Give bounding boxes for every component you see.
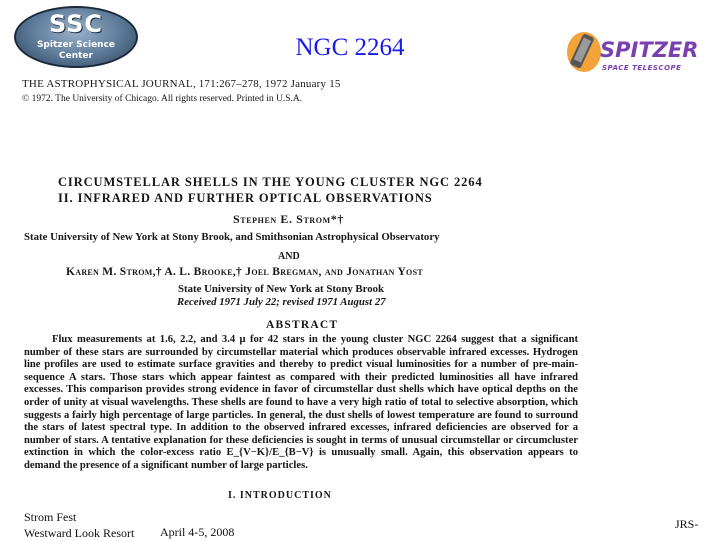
- abstract-text: Flux measurements at 1.6, 2.2, and 3.4 μ for 42 stars in the young cluster NGC 2264 suggest that a significant number of these stars are surrounded by circumstellar material which produces observable infrared excesses. Hydrogen line profiles are used to estimate surface gravities and thereby to predict visual luminosities for a number of pre-main-sequence A stars. Those stars which appear faintest as compared with their predicted luminosities all have infrared excesses. This comparison provides strong evidence in favor of circumstellar dust shells which have optical depths on the order of unity at visual wavelengths. These shells are found to have a very high ratio of total to selective absorption, which suggests a fairly high percentage of large particles. In general, the dust shells of lowest temperature are found to surround the stars of latest spectral type. In addition to the observed infrared excesses, infrared deficiencies are observed for a number of stars. A tentative explanation for these deficiencies is sought in terms of unusual circumstellar or circumcluster extinction in which the color-excess ratio E_{V−K}/E_{B−V} is unusually small. Again, this observation appears to demand the presence of a significant number of large particles.: [24, 334, 578, 471]
- and-separator: AND: [278, 251, 300, 262]
- spitzer-logo-subtitle: SPACE TELESCOPE: [602, 64, 682, 72]
- ssc-logo-text: SSC: [48, 10, 104, 38]
- footer-initials: JRS-: [675, 517, 699, 531]
- article-title-line1: CIRCUMSTELLAR SHELLS IN THE YOUNG CLUSTER NGC 2264: [58, 175, 483, 189]
- article-title-line2: II. INFRARED AND FURTHER OPTICAL OBSERVATIONS: [58, 191, 433, 205]
- article-title: [58, 174, 578, 206]
- scanned-article: [22, 78, 582, 498]
- footer-date: April 4-5, 2008: [160, 525, 235, 539]
- ssc-logo-line3: Center: [59, 51, 93, 61]
- introduction-heading: I. INTRODUCTION: [228, 490, 332, 498]
- first-author: Stephen E. Strom*†: [233, 212, 344, 226]
- footer-event-name: Strom Fest: [24, 510, 77, 524]
- telescope-icon: [564, 28, 604, 76]
- spitzer-logo: [560, 24, 710, 80]
- footer-event: [24, 509, 134, 541]
- coauthors: Karen M. Strom,† A. L. Brooke,† Joel Bregman, and Jonathan Yost: [66, 266, 423, 278]
- journal-citation: THE ASTROPHYSICAL JOURNAL, 171:267–278, 1972 January 15: [22, 78, 341, 90]
- second-affiliation: State University of New York at Stony Brook: [178, 283, 385, 295]
- spitzer-logo-word: SPITZER: [600, 38, 699, 62]
- slide-title: NGC 2264: [295, 34, 405, 61]
- footer-venue: Westward Look Resort: [24, 526, 135, 540]
- first-affiliation: State University of New York at Stony Brook, and Smithsonian Astrophysical Observatory: [24, 231, 440, 243]
- copyright-line: © 1972. The University of Chicago. All rights reserved. Printed in U.S.A.: [22, 94, 303, 104]
- ssc-logo-line2: Spitzer Science: [36, 40, 116, 50]
- abstract-heading: ABSTRACT: [266, 319, 339, 331]
- received-dates: Received 1971 July 22; revised 1971 August 27: [177, 296, 386, 308]
- ssc-logo: [14, 6, 138, 68]
